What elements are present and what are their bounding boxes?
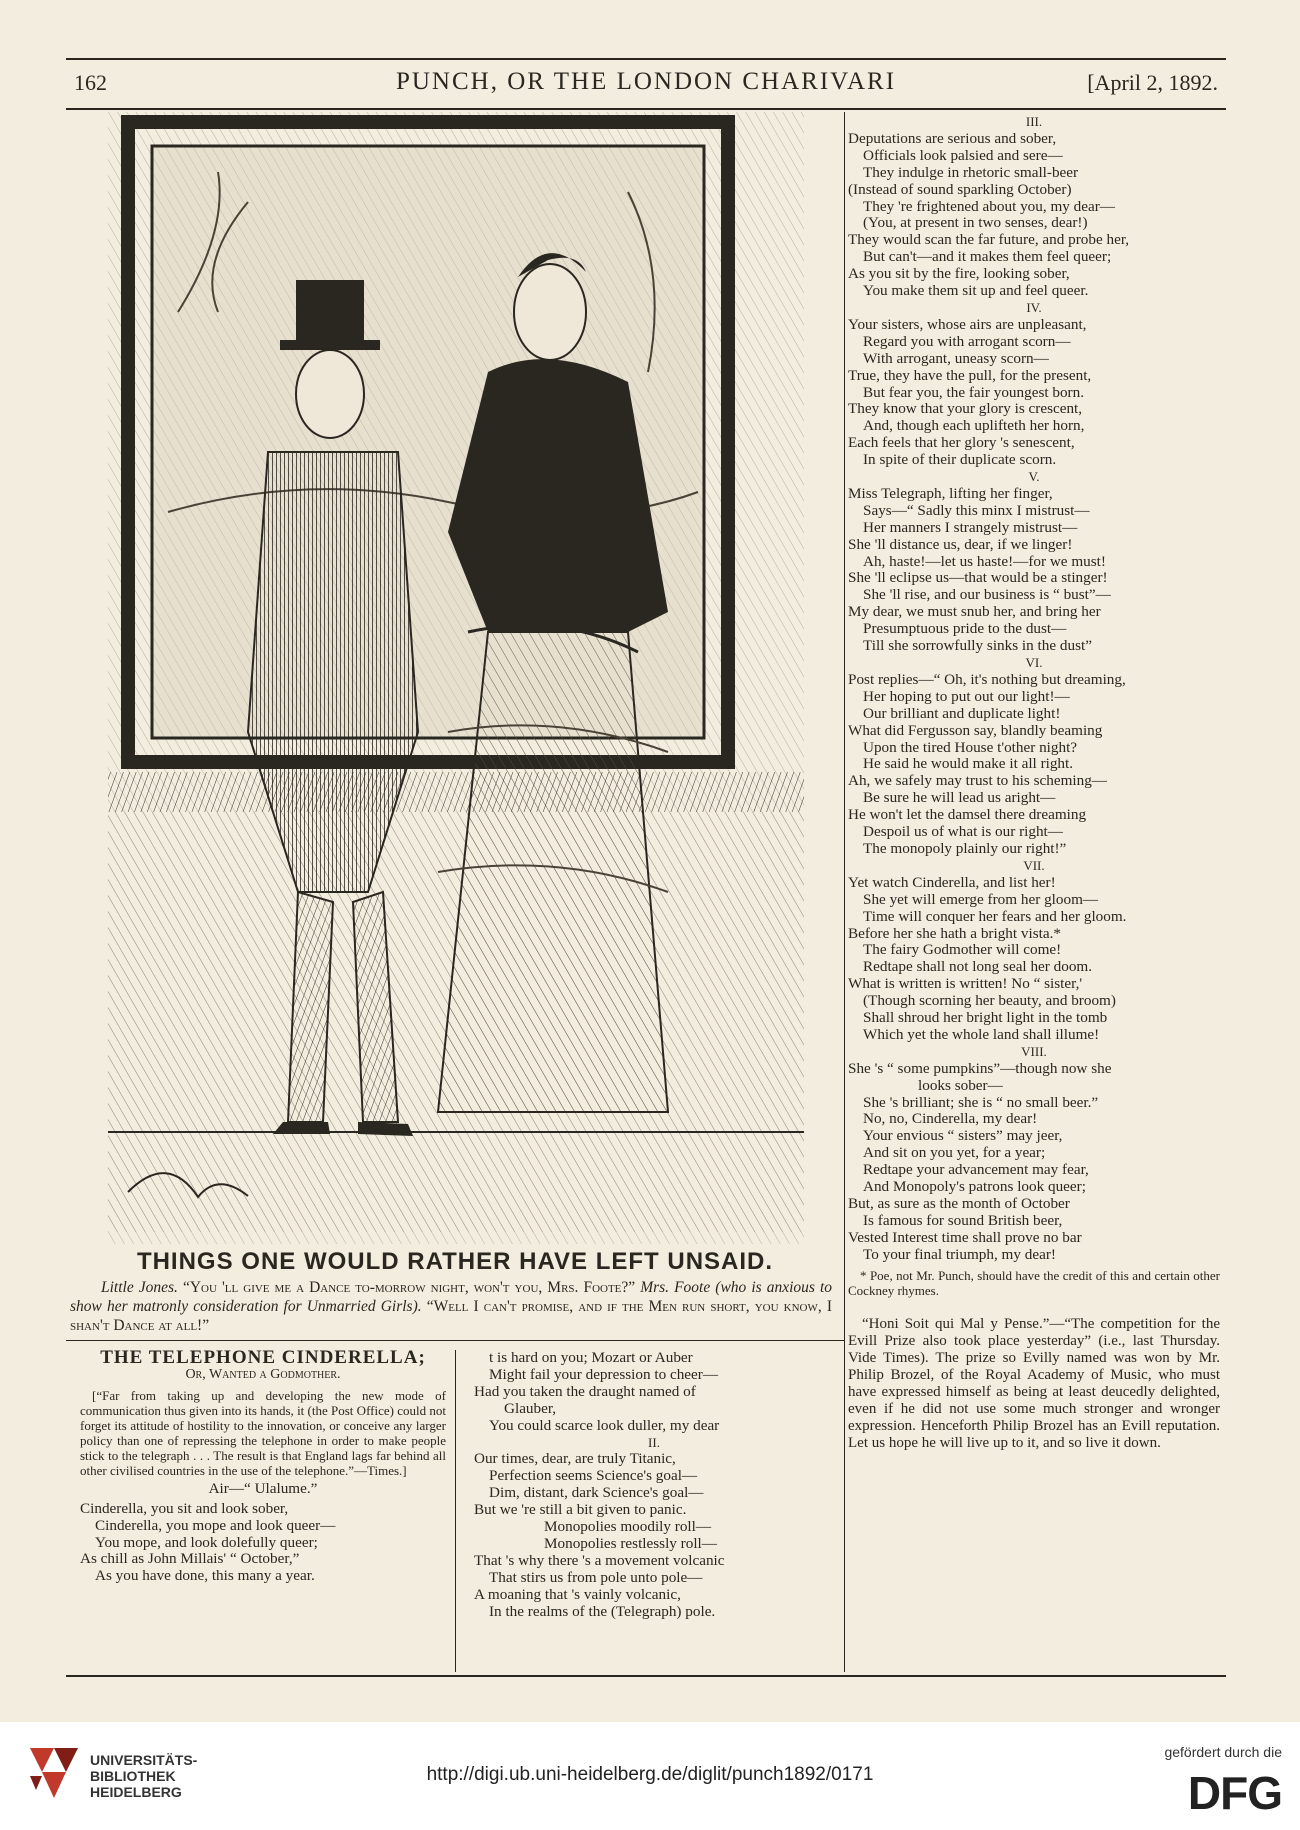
stanza-8-line-9: But, as sure as the month of October bbox=[848, 1195, 1070, 1212]
stanza-5-line-5: Ah, haste!—let us haste!—for we must! bbox=[863, 552, 1106, 570]
funded-by-label: gefördert durch die bbox=[1164, 1744, 1282, 1760]
stanza-2-line-1: Our times, dear, are truly Titanic, bbox=[474, 1450, 676, 1468]
stanza-8-line-10: Is famous for sound British beer, bbox=[863, 1211, 1063, 1229]
column-rule-right bbox=[844, 112, 845, 1672]
stanza-6-line-9: He won't let the damsel there dreaming bbox=[848, 806, 1087, 824]
cartoon-title: THINGS ONE WOULD RATHER HAVE LEFT UNSAID. bbox=[136, 1248, 774, 1275]
page-bottom-rule bbox=[66, 1675, 1226, 1677]
poem-air: Air—“ Ulalume.” bbox=[208, 1479, 318, 1497]
stanza-5-line-7: She 'll rise, and our business is “ bust”— bbox=[863, 586, 1111, 604]
stanza-1-line-3: You mope, and look dolefully queer; bbox=[95, 1533, 318, 1551]
stanza-8-line-4: No, no, Cinderella, my dear! bbox=[863, 1110, 1038, 1128]
caption-aside-2: (who is anxious to show her matronly consideration for Unmarried Girls). bbox=[70, 1279, 833, 1315]
stanza-7-line-7: What is written is written! No “ sister,' bbox=[848, 975, 1083, 993]
stanza-8-line-6: And sit on you yet, for a year; bbox=[863, 1144, 1046, 1162]
stanza-1-line-2: Cinderella, you mope and look queer— bbox=[95, 1516, 336, 1534]
stanza-5-line-4: She 'll distance us, dear, if we linger! bbox=[848, 535, 1073, 553]
stanza-7-line-8: (Though scorning her beauty, and broom) bbox=[863, 992, 1116, 1010]
poem-title: THE TELEPHONE CINDERELLA; bbox=[100, 1347, 426, 1368]
cartoon-illustration bbox=[108, 112, 804, 1244]
caption-speaker-2: Mrs. Foote bbox=[640, 1279, 711, 1296]
cartoon-caption bbox=[70, 1278, 832, 1335]
stanza-5-line-2: Says—“ Sadly this minx I mistrust— bbox=[863, 501, 1090, 519]
stanza-1-line-1: Cinderella, you sit and look sober, bbox=[80, 1499, 289, 1517]
stanza-4-line-5: But fear you, the fair youngest born. bbox=[863, 383, 1085, 401]
stanza-6-line-2: Her hoping to put out our light!— bbox=[863, 687, 1070, 705]
stanza-4-number: IV. bbox=[1026, 299, 1042, 315]
stanza-6-line-8: Be sure he will lead us aright— bbox=[863, 789, 1056, 807]
stanza-2-line-6: Monopolies restlessly roll— bbox=[544, 1534, 717, 1552]
stanza-3-line-1: Deputations are serious and sober, bbox=[848, 129, 1057, 147]
caption-line-1: “You 'll give me a Dance to-morrow night, won't you, Mrs. Foote?” bbox=[182, 1279, 636, 1296]
library-name-line-1: UNIVERSITÄTS- bbox=[90, 1752, 198, 1768]
stanza-1c-line-3: Had you taken the draught named of bbox=[474, 1382, 696, 1400]
stanza-7-line-3: Time will conquer her fears and her gloom. bbox=[863, 907, 1127, 925]
stanza-3-line-9: As you sit by the fire, looking sober, bbox=[848, 265, 1070, 283]
stanza-7-line-10: Which yet the whole land shall illume! bbox=[863, 1025, 1100, 1043]
stanza-8-line-12: To your final triumph, my dear! bbox=[863, 1245, 1056, 1263]
stanza-6-line-5: Upon the tired House t'other night? bbox=[863, 738, 1078, 756]
stanza-1c-line-4: Glauber, bbox=[504, 1399, 557, 1417]
library-name-line-3: HEIDELBERG bbox=[90, 1784, 182, 1800]
masthead: PUNCH, OR THE LONDON CHARIVARI bbox=[395, 68, 897, 95]
stanza-3-number: III. bbox=[1025, 114, 1043, 129]
stanza-5-line-3: Her manners I strangely mistrust— bbox=[863, 518, 1078, 536]
stanza-8-line-1: She 's “ some pumpkins”—though now she bbox=[848, 1059, 1112, 1077]
stanza-8-line-5: Your envious “ sisters” may jeer, bbox=[863, 1127, 1063, 1145]
stanza-2-line-3: Dim, distant, dark Science's goal— bbox=[489, 1484, 704, 1502]
stanza-6-line-10: Despoil us of what is our right— bbox=[863, 823, 1063, 841]
stanza-3-line-3: They indulge in rhetoric small-beer bbox=[863, 163, 1079, 181]
stanza-3-line-10: You make them sit up and feel queer. bbox=[863, 282, 1089, 300]
library-name-line-2: BIBLIOTHEK bbox=[90, 1768, 176, 1784]
caption-line-2: “Well I can't promise, and if the Men run short, you know, I shan't Dance at all!” bbox=[70, 1298, 832, 1334]
stanza-7-line-4: Before her she hath a bright vista.* bbox=[848, 924, 1061, 942]
stanza-5-line-8: My dear, we must snub her, and bring her bbox=[848, 603, 1101, 621]
stanza-6-line-6: He said he would make it all right. bbox=[863, 755, 1074, 773]
stanza-2-line-4: But we 're still a bit given to panic. bbox=[474, 1501, 687, 1519]
stanza-2-line-8: That stirs us from pole unto pole— bbox=[489, 1568, 703, 1586]
poem-column-3 bbox=[848, 114, 1220, 1452]
stanza-8-line-2: looks sober— bbox=[918, 1076, 1003, 1094]
stanza-6-line-1: Post replies—“ Oh, it's nothing but dreaming, bbox=[848, 670, 1126, 688]
stanza-8-line-3: She 's brilliant; she is “ no small beer.” bbox=[863, 1093, 1099, 1111]
stanza-2-line-7: That 's why there 's a movement volcanic bbox=[474, 1551, 725, 1569]
stanza-6-line-7: Ah, we safely may trust to his scheming— bbox=[848, 772, 1107, 790]
honi-soit-paragraph: “Honi Soit qui Mal y Pense.”—“The competition for the Evill Prize also took place yesterday” (i.e., last Thursday. Vide Times). The prize so Evilly named was won by Mr. Philip Brozel, of the Royal Academy of Music, who must have expressed himself as being at least deucedly delighted, even if he did not use some much stronger and wronger expression. Henceforth Philip Brozel has an Evill reputation. Let us hope he will live up to it, and so live it down. bbox=[848, 1315, 1220, 1451]
poem-footnote: * Poe, not Mr. Punch, should have the credit of this and certain other Cockney rhymes. bbox=[848, 1267, 1220, 1298]
stanza-4-line-4: True, they have the pull, for the present, bbox=[848, 366, 1092, 384]
column-rule-left bbox=[455, 1350, 456, 1672]
stanza-1-line-5: As you have done, this many a year. bbox=[95, 1567, 315, 1585]
stanza-1c-line-2: Might fail your depression to cheer— bbox=[489, 1365, 719, 1383]
stanza-2-line-9: A moaning that 's vainly volcanic, bbox=[474, 1585, 681, 1603]
stanza-5-line-6: She 'll eclipse us—that would be a stinger! bbox=[848, 569, 1108, 587]
cartoon-bottom-rule bbox=[66, 1340, 844, 1341]
stanza-1-line-4: As chill as John Millais' “ October,” bbox=[80, 1550, 300, 1568]
stanza-7-line-6: Redtape shall not long seal her doom. bbox=[863, 958, 1093, 976]
stanza-7-number: VII. bbox=[1023, 857, 1045, 873]
stanza-6-line-11: The monopoly plainly our right!” bbox=[863, 839, 1067, 857]
library-footer bbox=[0, 1722, 1300, 1830]
stanza-7-line-9: Shall shroud her bright light in the tomb bbox=[863, 1009, 1108, 1027]
stanza-4-line-7: And, though each uplifteth her horn, bbox=[863, 417, 1085, 435]
stanza-3-line-4: (Instead of sound sparkling October) bbox=[848, 180, 1072, 198]
stanza-3-line-2: Officials look palsied and sere— bbox=[863, 146, 1063, 164]
stanza-8-line-11: Vested Interest time shall prove no bar bbox=[848, 1228, 1082, 1246]
stanza-4-line-6: They know that your glory is crescent, bbox=[848, 400, 1083, 418]
stanza-6-line-4: What did Fergusson say, blandly beaming bbox=[848, 721, 1103, 739]
stanza-4-line-1: Your sisters, whose airs are unpleasant, bbox=[848, 315, 1087, 333]
stanza-4-line-3: With arrogant, uneasy scorn— bbox=[863, 349, 1049, 367]
stanza-2-line-5: Monopolies moodily roll— bbox=[544, 1518, 712, 1536]
stanza-7-line-5: The fairy Godmother will come! bbox=[863, 941, 1062, 959]
stanza-8-number: VIII. bbox=[1021, 1043, 1047, 1059]
caption-speaker-1: Little Jones. bbox=[101, 1279, 178, 1296]
stanza-1c-line-1: t is hard on you; Mozart or Auber bbox=[489, 1349, 693, 1366]
poem-subtitle: Or, Wanted a Godmother. bbox=[185, 1366, 341, 1382]
poem-column-1 bbox=[80, 1347, 446, 1585]
stanza-2-number: II. bbox=[648, 1434, 660, 1450]
stanza-4-line-9: In spite of their duplicate scorn. bbox=[863, 451, 1057, 469]
stanza-3-line-6: (You, at present in two senses, dear!) bbox=[863, 214, 1088, 232]
stanza-7-line-2: She yet will emerge from her gloom— bbox=[863, 890, 1099, 908]
stanza-5-line-10: Till she sorrowfully sinks in the dust” bbox=[863, 637, 1092, 655]
stanza-3-line-8: But can't—and it makes them feel queer; bbox=[863, 248, 1112, 266]
page-header bbox=[66, 58, 1226, 110]
permalink-url[interactable]: http://digi.ub.uni-heidelberg.de/diglit/punch1892/0171 bbox=[426, 1764, 874, 1785]
stanza-3-line-5: They 're frightened about you, my dear— bbox=[863, 197, 1115, 215]
stanza-7-line-1: Yet watch Cinderella, and list her! bbox=[848, 873, 1056, 891]
stanza-8-line-7: Redtape your advancement may fear, bbox=[863, 1161, 1089, 1179]
stanza-3-line-7: They would scan the far future, and probe her, bbox=[848, 231, 1130, 249]
stanza-4-line-8: Each feels that her glory 's senescent, bbox=[848, 434, 1075, 452]
stanza-5-line-9: Presumptuous pride to the dust— bbox=[863, 620, 1067, 638]
stanza-8-line-8: And Monopoly's patrons look queer; bbox=[863, 1178, 1086, 1196]
stanza-2-line-10: In the realms of the (Telegraph) pole. bbox=[489, 1602, 716, 1620]
stanza-5-number: V. bbox=[1028, 469, 1040, 485]
stanza-1c-line-5: You could scarce look duller, my dear bbox=[489, 1416, 720, 1434]
stanza-6-line-3: Our brilliant and duplicate light! bbox=[863, 704, 1061, 722]
stanza-4-line-2: Regard you with arrogant scorn— bbox=[863, 332, 1071, 350]
page-number: 162 bbox=[74, 70, 107, 95]
issue-date: [April 2, 1892. bbox=[1087, 70, 1218, 95]
poem-epigraph: [“Far from taking up and developing the new mode of communication thus given into its hands, it (the Post Office) could not forget its attitude of hostility to the innovation, or conceive any larger policy than one of repressing the telephone in order to make people stick to the telegraph . . . The result is that England lags far behind all other civilised countries in the use of the telephone.”—Times.] bbox=[80, 1387, 446, 1478]
stanza-2-line-2: Perfection seems Science's goal— bbox=[489, 1467, 698, 1485]
stanza-6-number: VI. bbox=[1025, 655, 1043, 670]
poem-column-2 bbox=[474, 1350, 834, 1621]
stanza-5-line-1: Miss Telegraph, lifting her finger, bbox=[848, 484, 1053, 502]
dfg-logo: DFG bbox=[1187, 1767, 1282, 1819]
